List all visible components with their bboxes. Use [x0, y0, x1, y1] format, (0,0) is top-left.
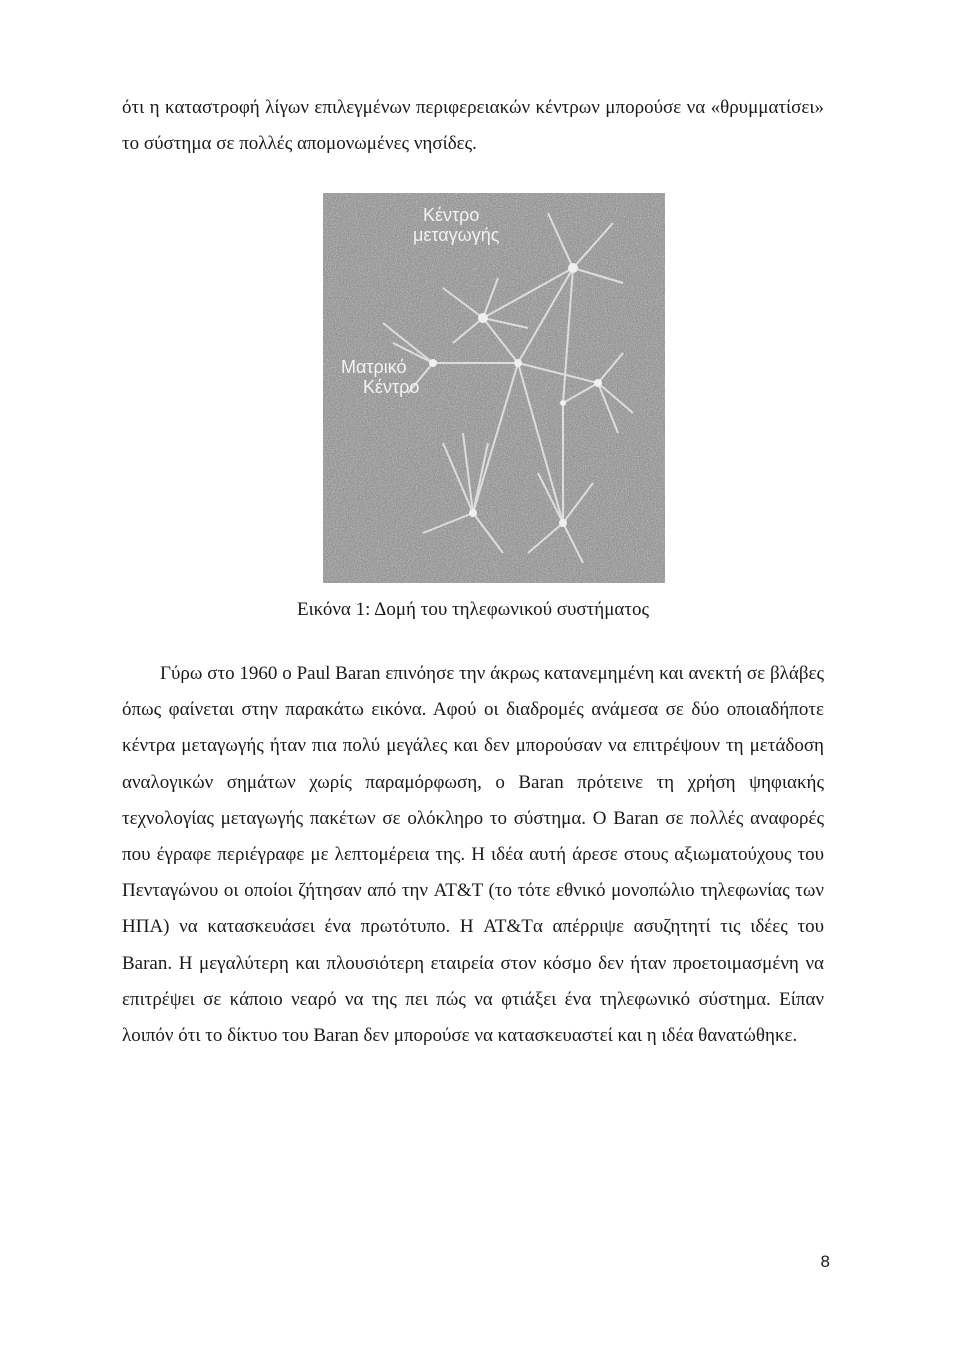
figure-label-top-line1: Κέντρο: [423, 205, 480, 225]
intro-paragraph: [122, 90, 824, 162]
figure-label-left-line1: Ματρικό: [341, 357, 407, 377]
network-diagram-image: [323, 193, 665, 583]
network-figure: [323, 193, 665, 583]
main-paragraph-text: Γύρω στο 1960 ο Paul Baran επινόησε την άκρως κατανεμημένη και ανεκτή σε βλάβες όπως φαίνεται στην παρακάτω εικόνα. Αφού οι διαδρομές ανάμεσα σε δύο οποιαδήποτε κέντρα μεταγωγής ήταν πια πολύ μεγάλες και δεν μπορούσαν να επιτρέψουν τη μετάδοση αναλογικών σημάτων χωρίς παραμόρφωση, ο Baran πρότεινε τη χρήση ψηφιακής τεχνολογίας μεταγωγής πακέτων σε ολόκληρο το σύστημα. Ο Baran σε πολλές αναφορές που έγραφε περιέγραφε με λεπτομέρεια της. Η ιδέα αυτή άρεσε στους αξιωματούχους του Πενταγώνου οι οποίοι ζήτησαν από την AT&T (το τότε εθνικό μονοπώλιο τηλεφωνίας των ΗΠΑ) να κατασκευάσει ένα πρωτότυπο. Η AT&Tα απέρριψε ασυζητητί τις ιδέες του Baran. Η μεγαλύτερη και πλουσιότερη εταιρεία στον κόσμο δεν ήταν προετοιμασμένη να επιτρέψει σε κάποιο νεαρό να της πει πώς να φτιάξει ένα τηλεφωνικό σύστημα. Είπαν λοιπόν ότι το δίκτυο του Baran δεν μπορούσε να κατασκευαστεί και η ιδέα θανατώθηκε.: [122, 663, 824, 1047]
figure-label-top-line2: μεταγωγής: [413, 225, 500, 245]
intro-paragraph-text: ότι η καταστροφή λίγων επιλεγμένων περιφερειακών κέντρων μπορούσε να «θρυμματίσει» το σύστημα σε πολλές απομονωμένες νησίδες.: [122, 97, 824, 155]
figure-caption: Εικόνα 1: Δομή του τηλεφωνικού συστήματος: [296, 599, 650, 620]
page-number: 8: [820, 1252, 830, 1271]
main-paragraph: [122, 656, 824, 1054]
figure-label-left-line2: Κέντρο: [363, 377, 420, 397]
